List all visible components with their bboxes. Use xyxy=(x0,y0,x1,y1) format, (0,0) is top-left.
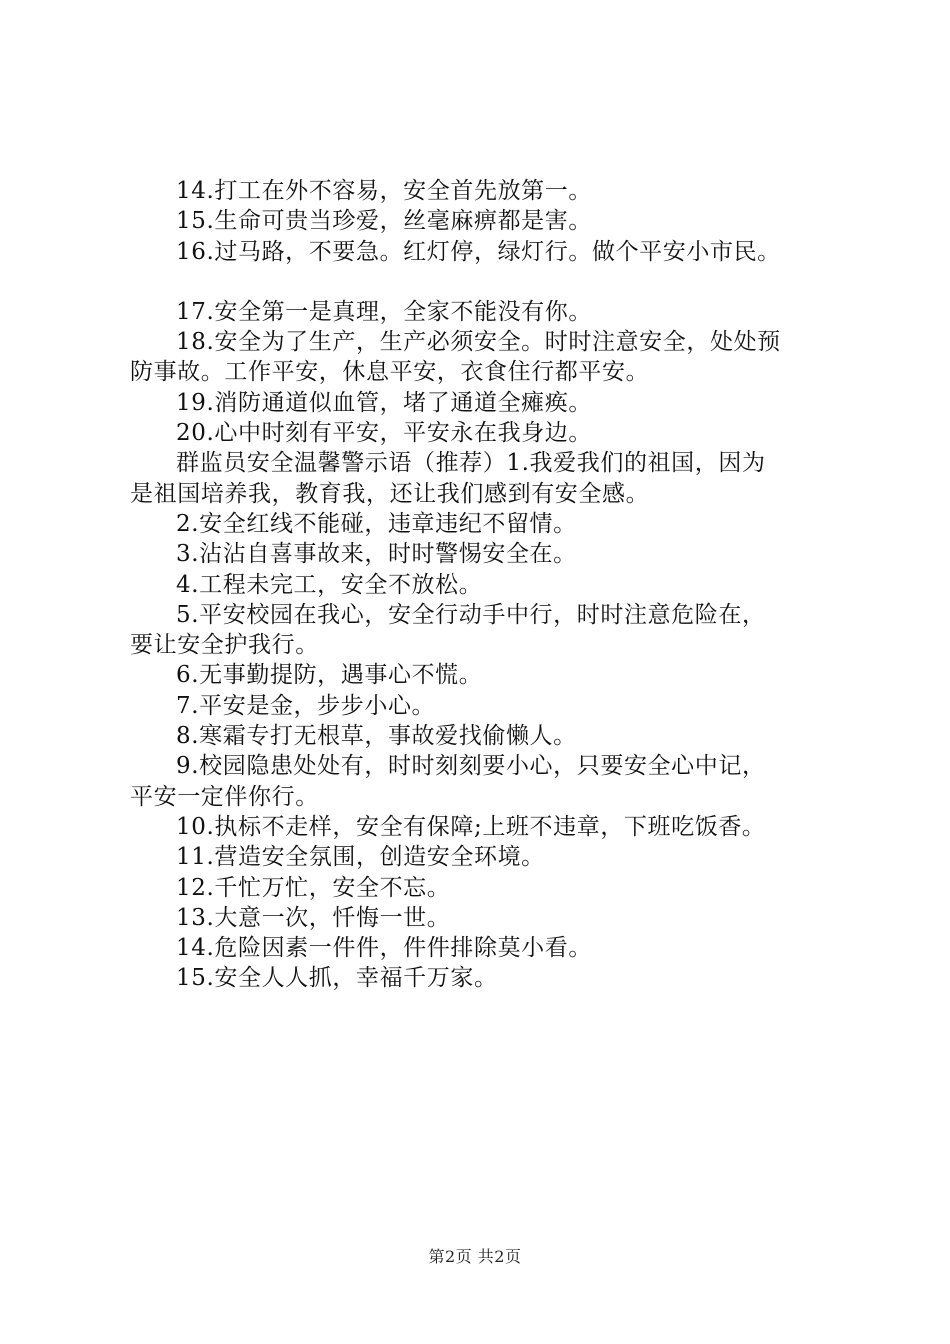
paragraph-line: 10.执标不走样，安全有保障;上班不违章，下班吃饭香。 xyxy=(176,813,766,840)
paragraph-line: 防事故。工作平安，休息平安，衣食住行都平安。 xyxy=(130,359,650,386)
paragraph-line: 4.工程未完工，安全不放松。 xyxy=(176,571,483,598)
paragraph-line: 9.校园隐患处处有，时时刻刻要小心，只要安全心中记， xyxy=(176,753,766,780)
paragraph-line: 要让安全护我行。 xyxy=(130,632,319,659)
paragraph-line: 15.生命可贵当珍爱，丝毫麻痹都是害。 xyxy=(176,208,592,235)
paragraph-line: 13.大意一次，忏悔一世。 xyxy=(176,904,451,931)
paragraph-line: 14.打工在外不容易，安全首先放第一。 xyxy=(176,178,592,204)
paragraph-line: 8.寒霜专打无根草，事故爱找偷懒人。 xyxy=(176,723,577,750)
paragraph-line: 11.营造安全氛围，创造安全环境。 xyxy=(176,844,545,871)
paragraph-line: 20.心中时刻有平安，平安永在我身边。 xyxy=(176,420,592,447)
paragraph-line: 3.沾沾自喜事故来，时时警惕安全在。 xyxy=(176,541,577,568)
section-heading-line: 群监员安全温馨警示语（推荐）1.我爱我们的祖国，因为 xyxy=(176,450,766,477)
paragraph-line: 14.危险因素一件件，件件排除莫小看。 xyxy=(176,935,592,962)
paragraph-line: 2.安全红线不能碰，违章违纪不留情。 xyxy=(176,510,577,537)
paragraph-line: 是祖国培养我，教育我，还让我们感到有安全感。 xyxy=(130,480,650,507)
paragraph-line: 16.过马路，不要急。红灯停，绿灯行。做个平安小市民。 xyxy=(176,238,781,265)
paragraph-line: 7.平安是金，步步小心。 xyxy=(176,692,436,719)
paragraph-line: 18.安全为了生产，生产必须安全。时时注意安全，处处预 xyxy=(176,329,781,356)
paragraph-line: 17.安全第一是真理，全家不能没有你。 xyxy=(176,298,592,325)
paragraph-line: 12.千忙万忙，安全不忘。 xyxy=(176,874,451,901)
paragraph-line: 15.安全人人抓，幸福千万家。 xyxy=(176,965,498,992)
paragraph-line: 5.平安校园在我心，安全行动手中行，时时注意危险在， xyxy=(176,601,766,628)
paragraph-line: 6.无事勤提防，遇事心不慌。 xyxy=(176,662,483,689)
page-footer: 第2页 共2页 xyxy=(428,1247,522,1266)
document-body xyxy=(130,176,835,994)
paragraph-line: 19.消防通道似血管，堵了通道全瘫痪。 xyxy=(176,389,592,416)
paragraph-gap xyxy=(130,267,835,297)
paragraph-line: 平安一定伴你行。 xyxy=(130,783,319,810)
